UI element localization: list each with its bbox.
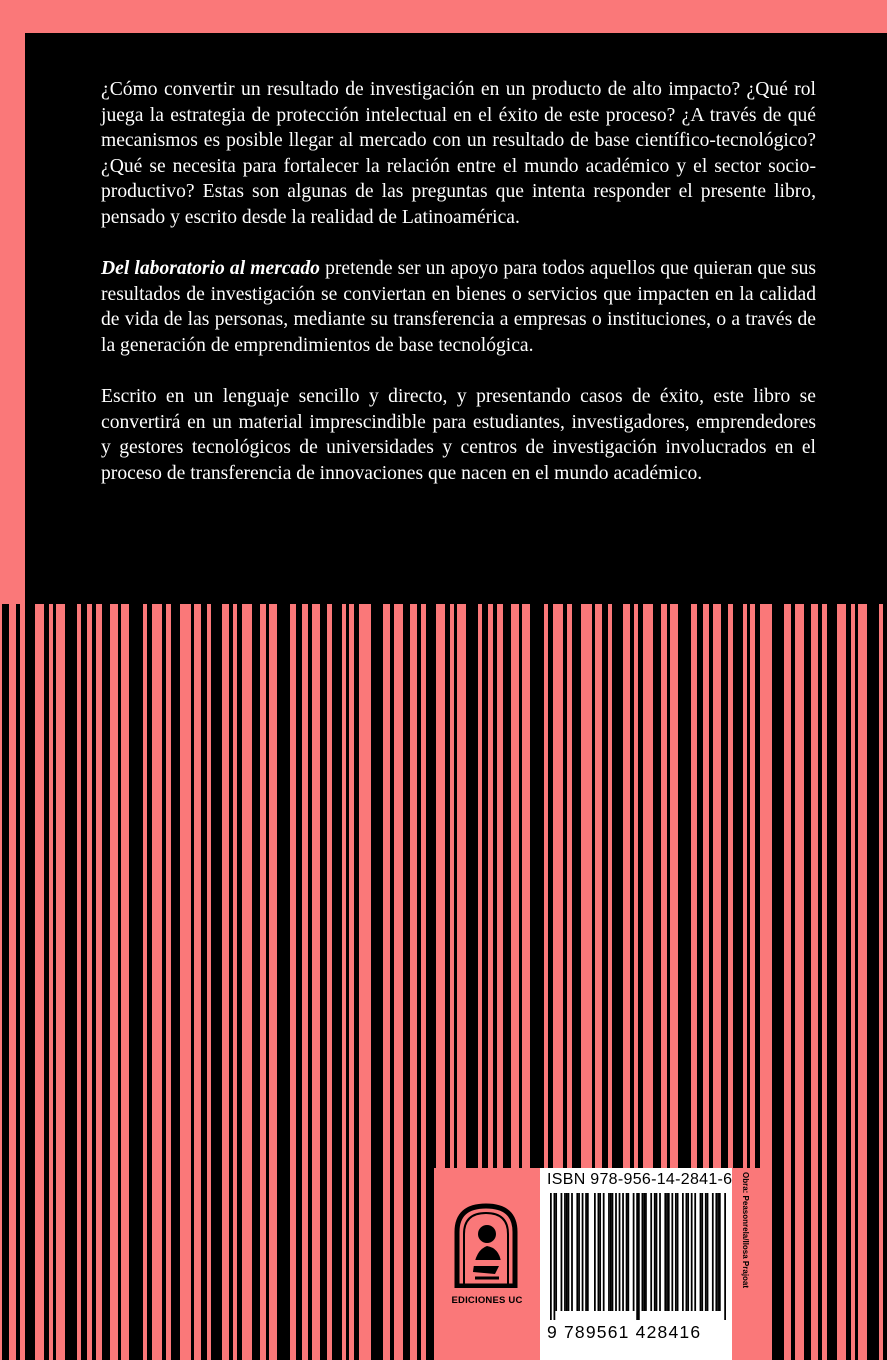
barcode-module xyxy=(717,1193,719,1311)
barcode-module xyxy=(578,1193,580,1311)
barcode-module xyxy=(555,1193,557,1311)
stripe-bar xyxy=(855,604,858,1360)
blurb-paragraph-3: Escrito en un lenguaje sencillo y directo, y presentando casos de éxito, este libro se convertirá en un material imprescindible para estudiantes, investigadores, emprendedores y gestores tecnológicos de universidades y centros de investigación involucrados en el proceso de transferencia de innovaciones que nacen en el mundo académico. xyxy=(101,386,816,484)
stripe-bar xyxy=(827,604,837,1360)
barcode-module xyxy=(707,1193,709,1311)
barcode-module xyxy=(724,1193,726,1320)
barcode-module xyxy=(554,1193,556,1320)
barcode-module xyxy=(701,1193,703,1311)
stripe-bar xyxy=(818,604,822,1360)
barcode-module xyxy=(636,1193,638,1320)
stripe-bar xyxy=(371,604,383,1360)
barcode-module xyxy=(719,1193,721,1311)
barcode-module xyxy=(687,1193,689,1311)
stripe-bar xyxy=(791,604,795,1360)
stripe-bar xyxy=(308,604,312,1360)
barcode-module xyxy=(694,1193,696,1311)
barcode-module xyxy=(700,1193,702,1311)
isbn-barcode-box xyxy=(540,1168,732,1360)
blurb-paragraph-2: Del laboratorio al mercado pretende ser un apoyo para todos aquellos que quieran que sus resultados de investigación se conviertan en bienes o servicios que impacten en la calidad de vida de las personas, mediante su transferencia a empresas o instituciones, o a través de la generación de emprendimientos de base tecnológica. xyxy=(101,258,816,356)
stripe-bar xyxy=(201,604,207,1360)
stripe-bar xyxy=(211,604,222,1360)
barcode-module xyxy=(610,1193,612,1311)
barcode-module xyxy=(715,1193,717,1311)
stripe-bar xyxy=(44,604,49,1360)
isbn-barcode xyxy=(550,1193,726,1320)
stripe-bar xyxy=(346,604,349,1360)
barcode-module xyxy=(664,1193,666,1311)
barcode-module xyxy=(550,1193,552,1320)
stripe-bar xyxy=(229,604,233,1360)
barcode-module xyxy=(650,1193,652,1311)
barcode-module xyxy=(603,1193,605,1311)
barcode-module xyxy=(645,1193,647,1311)
stripe-bar xyxy=(320,604,327,1360)
stripe-bar xyxy=(867,604,879,1360)
book-title-inline: Del laboratorio al mercado xyxy=(101,258,320,280)
stripe-bar xyxy=(2,604,9,1360)
barcode-module xyxy=(659,1193,661,1311)
stripe-bar xyxy=(883,604,887,1360)
barcode-module xyxy=(564,1193,566,1311)
barcode-module xyxy=(675,1193,677,1311)
stripe-bar xyxy=(81,604,87,1360)
barcode-module xyxy=(682,1193,684,1311)
barcode-module xyxy=(627,1193,629,1311)
barcode-module xyxy=(582,1193,584,1311)
stripe-bar xyxy=(92,604,96,1360)
stripe-bar xyxy=(16,604,20,1360)
stripe-bar xyxy=(804,604,811,1360)
stripe-bar xyxy=(53,604,56,1360)
stripe-bar xyxy=(118,604,121,1360)
barcode-module xyxy=(633,1193,635,1311)
stripe-bar xyxy=(390,604,394,1360)
barcode-module xyxy=(612,1193,614,1311)
barcode-module xyxy=(654,1193,656,1311)
stripe-bar xyxy=(252,604,260,1360)
barcode-module xyxy=(705,1193,707,1311)
stripe-bar xyxy=(266,604,269,1360)
publisher-logo-box xyxy=(434,1168,540,1360)
barcode-module xyxy=(576,1193,578,1311)
stripe-bar xyxy=(237,604,242,1360)
stripe-bar xyxy=(296,604,302,1360)
barcode-module xyxy=(571,1193,573,1311)
stripe-bar xyxy=(102,604,110,1360)
barcode-module xyxy=(666,1193,668,1311)
barcode-module xyxy=(668,1193,670,1311)
barcode-module xyxy=(691,1193,693,1311)
stripe-bar xyxy=(332,604,342,1360)
back-cover-blurb xyxy=(101,77,816,512)
barcode-module xyxy=(598,1193,600,1311)
barcode-module xyxy=(622,1193,624,1311)
isbn-number: ISBN 978-956-14-2841-6 xyxy=(547,1171,733,1188)
barcode-module xyxy=(686,1193,688,1311)
stripe-bar xyxy=(65,604,77,1360)
stripe-bar xyxy=(403,604,410,1360)
stripe-bar xyxy=(162,604,166,1360)
stripe-bar xyxy=(25,604,35,1360)
stripe-bar xyxy=(129,604,143,1360)
barcode-module xyxy=(615,1193,617,1311)
barcode-module xyxy=(568,1193,570,1311)
stripe-bar xyxy=(772,604,784,1360)
stripe-bar xyxy=(846,604,851,1360)
stripe-bar xyxy=(147,604,152,1360)
barcode-module xyxy=(712,1193,714,1311)
barcode-module xyxy=(594,1193,596,1311)
barcode-module xyxy=(671,1193,673,1311)
ediciones-uc-seal-icon xyxy=(451,1202,521,1288)
stripe-bar xyxy=(171,604,180,1360)
barcode-module xyxy=(608,1193,610,1311)
barcode-module xyxy=(587,1193,589,1311)
barcode-module xyxy=(626,1193,628,1311)
publisher-name: EDICIONES UC xyxy=(451,1295,523,1306)
barcode-module xyxy=(656,1193,658,1311)
barcode-module xyxy=(566,1193,568,1311)
stripe-bar xyxy=(277,604,290,1360)
stripe-bar xyxy=(354,604,359,1360)
stripe-bar xyxy=(417,604,421,1360)
barcode-module xyxy=(561,1193,563,1311)
barcode-module xyxy=(638,1193,640,1320)
barcode-module xyxy=(599,1193,601,1311)
stripe-bar xyxy=(191,604,194,1360)
barcode-module xyxy=(677,1193,679,1311)
blurb-paragraph-1: ¿Cómo convertir un resultado de investigación en un producto de alto impacto? ¿Qué rol juega la estrategia de protección intelectual en el éxito de este proceso? ¿A través de qué mecanismos es posible llegar al mercado con un resultado de base científico-tecnológico? ¿Qué se necesita para fortalecer la relación entre el mundo académico y el sector socio-productivo? Estas son algunas de las preguntas que intenta responder el presente libro, pensado y escrito desde la realidad de Latinoamérica. xyxy=(101,79,816,228)
barcode-module xyxy=(619,1193,621,1311)
cover-art-credit: Obra: Peasonrela/Ilosa Prajoat xyxy=(741,1172,750,1289)
barcode-module xyxy=(643,1193,645,1311)
barcode-module xyxy=(585,1193,587,1311)
barcode-module xyxy=(642,1193,644,1311)
barcode-digits: 9 789561 428416 xyxy=(547,1322,702,1342)
